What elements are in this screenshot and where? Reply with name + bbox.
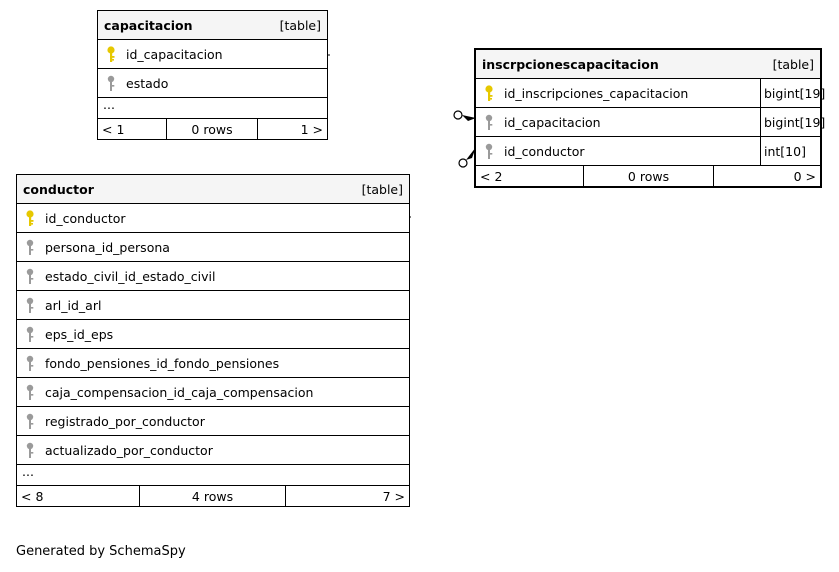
primary-key-icon [106, 45, 120, 63]
foreign-key-icon [484, 113, 498, 131]
table-inscrpcionescapacitacion[interactable] [474, 48, 826, 188]
foreign-key-icon [106, 74, 120, 92]
row-count: 0 rows [584, 166, 714, 186]
column-type: bigint[19] [760, 108, 820, 136]
foreign-key-icon [25, 296, 39, 314]
column-row[interactable] [17, 291, 409, 320]
column-name: arl_id_arl [45, 297, 102, 313]
row-count: 0 rows [167, 119, 258, 139]
column-name: id_conductor [504, 143, 585, 159]
column-row[interactable] [17, 320, 409, 349]
foreign-key-icon [25, 383, 39, 401]
primary-key-icon [484, 84, 498, 102]
primary-key-icon [25, 209, 39, 227]
table-header[interactable] [17, 175, 409, 204]
table-type: [table] [279, 17, 321, 33]
column-name: persona_id_persona [45, 239, 170, 255]
column-row[interactable] [17, 204, 409, 233]
column-row[interactable] [17, 407, 409, 436]
children-count[interactable]: 0 > [793, 168, 816, 184]
table-header[interactable] [98, 11, 327, 40]
column-name: actualizado_por_conductor [45, 442, 213, 458]
column-row[interactable] [476, 108, 826, 137]
foreign-key-icon [25, 354, 39, 372]
foreign-key-icon [25, 441, 39, 459]
column-row[interactable] [17, 378, 409, 407]
column-type: bigint[19] [760, 79, 820, 107]
column-name: estado [126, 75, 169, 91]
more-columns-indicator: ... [17, 465, 409, 486]
table-conductor[interactable] [16, 174, 410, 507]
children-count[interactable]: 7 > [382, 488, 405, 504]
table-footer [17, 486, 409, 506]
foreign-key-icon [25, 325, 39, 343]
parents-count[interactable]: < 1 [98, 119, 167, 139]
table-type: [table] [361, 181, 403, 197]
table-name[interactable]: conductor [23, 181, 94, 197]
generated-by-label: Generated by SchemaSpy [16, 544, 186, 559]
foreign-key-icon [484, 142, 498, 160]
column-row[interactable] [17, 262, 409, 291]
table-capacitacion[interactable] [97, 10, 328, 140]
parents-count[interactable]: < 2 [476, 166, 584, 186]
column-row[interactable] [476, 79, 826, 108]
column-row[interactable] [476, 137, 820, 166]
children-count[interactable]: 1 > [300, 121, 323, 137]
foreign-key-icon [25, 412, 39, 430]
column-row[interactable] [17, 349, 409, 378]
column-name: eps_id_eps [45, 326, 114, 342]
foreign-key-icon [25, 238, 39, 256]
column-row[interactable] [98, 40, 327, 69]
more-columns-indicator: ... [98, 98, 327, 119]
column-name: estado_civil_id_estado_civil [45, 268, 216, 284]
relationship-endpoint [454, 111, 462, 119]
column-name: id_capacitacion [126, 46, 223, 62]
column-name: id_capacitacion [504, 114, 601, 130]
column-name: caja_compensacion_id_caja_compensacion [45, 384, 314, 400]
parents-count[interactable]: < 8 [17, 486, 140, 506]
column-row[interactable] [98, 69, 327, 98]
table-name[interactable]: capacitacion [104, 17, 193, 33]
row-count: 4 rows [140, 486, 286, 506]
column-name: fondo_pensiones_id_fondo_pensiones [45, 355, 280, 371]
column-name: registrado_por_conductor [45, 413, 205, 429]
table-header[interactable] [476, 50, 820, 79]
column-name: id_conductor [45, 210, 126, 226]
column-type: int[10] [760, 137, 820, 165]
table-footer [476, 166, 820, 186]
foreign-key-icon [25, 267, 39, 285]
column-row[interactable] [17, 233, 409, 262]
table-footer [98, 119, 327, 139]
column-row[interactable] [17, 436, 409, 465]
table-name[interactable]: inscrpcionescapacitacion [482, 56, 659, 72]
column-name: id_inscripciones_capacitacion [504, 85, 689, 101]
table-type: [table] [772, 56, 814, 72]
relationship-endpoint [459, 159, 467, 167]
